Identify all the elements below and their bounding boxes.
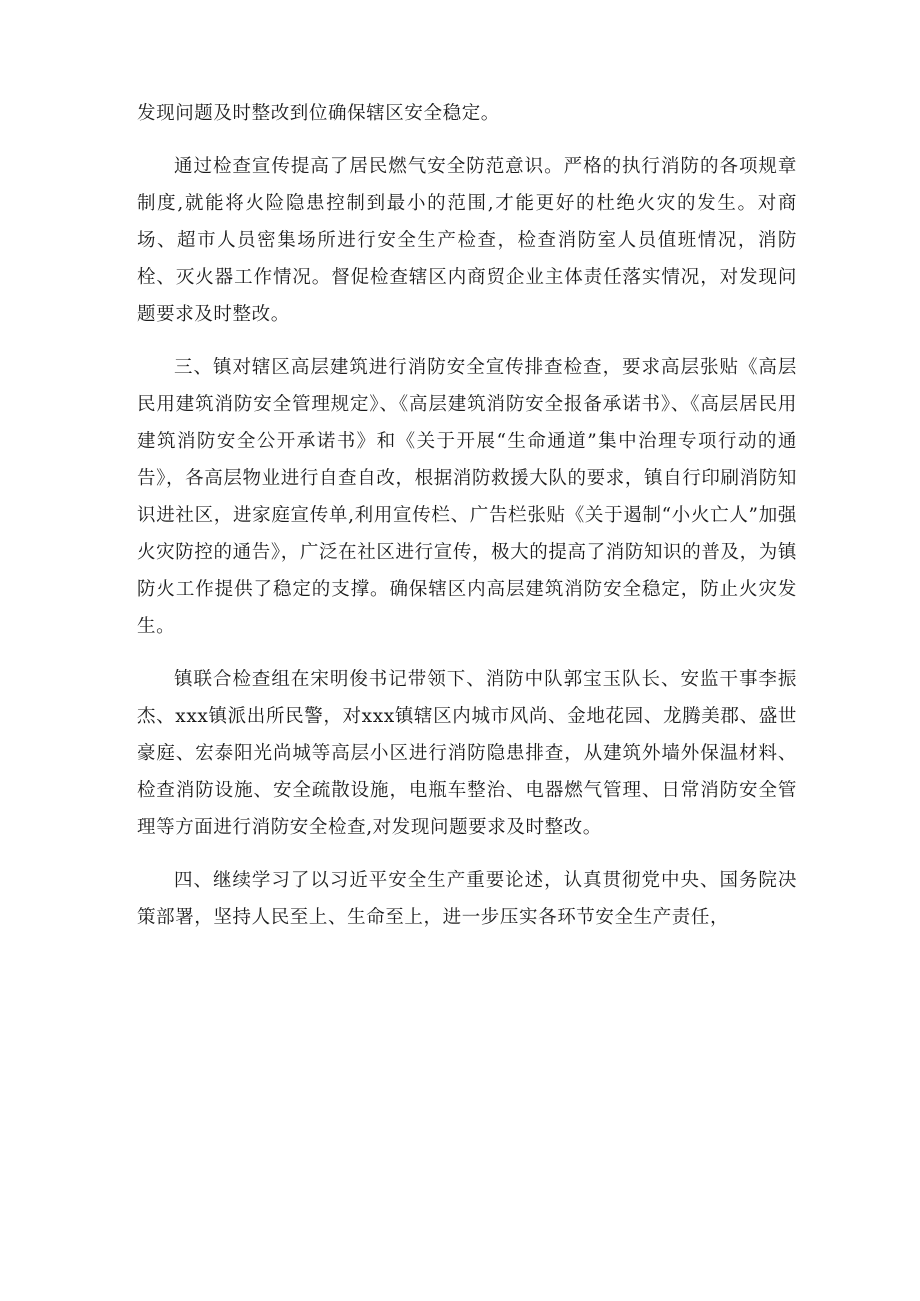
paragraph-section-three: 三、镇对辖区高层建筑进行消防安全宣传排查检查，要求高层张贴《高层民用建筑消防安全管理规定》、《高层建筑消防安全报备承诺书》、《高层居民用建筑消防安全公开承诺书》和《关于开展“生命通道”集中治理专项行动的通告》，各高层物业进行自查自改，根据消防救援大队的要求，镇自行印刷消防知识进社区，进家庭宣传单,利用宣传栏、广告栏张贴《关于遏制“小火亡人”加强火灾防控的通告》，广泛在社区进行宣传，极大的提高了消防知识的普及，为镇防火工作提供了稳定的支撑。确保辖区内高层建筑消防安全稳定，防止火灾发生。 [137,357,797,637]
paragraph-gap [137,333,797,349]
paragraph-gap [137,132,797,148]
paragraph-joint-inspection: 镇联合检查组在宋明俊书记带领下、消防中队郭宝玉队长、安监干事李振杰、xxx镇派出所民警，对xxx镇辖区内城市风尚、金地花园、龙腾美郡、盛世豪庭、宏泰阳光尚城等高层小区进行消防隐患排查，从建筑外墙外保温材料、检查消防设施、安全疏散设施，电瓶车整治、电器燃气管理、日常消防安全管理等方面进行消防安全检查,对发现问题要求及时整改。 [137,669,797,838]
paragraph-gap [137,645,797,661]
document-body [137,95,797,936]
paragraph-gap [137,846,797,862]
paragraph-continuation: 发现问题及时整改到位确保辖区安全稳定。 [137,103,500,124]
paragraph-gas-safety: 通过检查宣传提高了居民燃气安全防范意识。严格的执行消防的各项规章制度,就能将火险隐患控制到最小的范围,才能更好的杜绝火灾的发生。对商场、超市人员密集场所进行安全生产检查，检查消防室人员值班情况，消防栓、灭火器工作情况。督促检查辖区内商贸企业主体责任落实情况，对发现问题要求及时整改。 [137,156,797,325]
paragraph-section-four: 四、继续学习了以习近平安全生产重要论述，认真贯彻党中央、国务院决策部署，坚持人民至上、生命至上，进一步压实各环节安全生产责任， [137,870,797,928]
